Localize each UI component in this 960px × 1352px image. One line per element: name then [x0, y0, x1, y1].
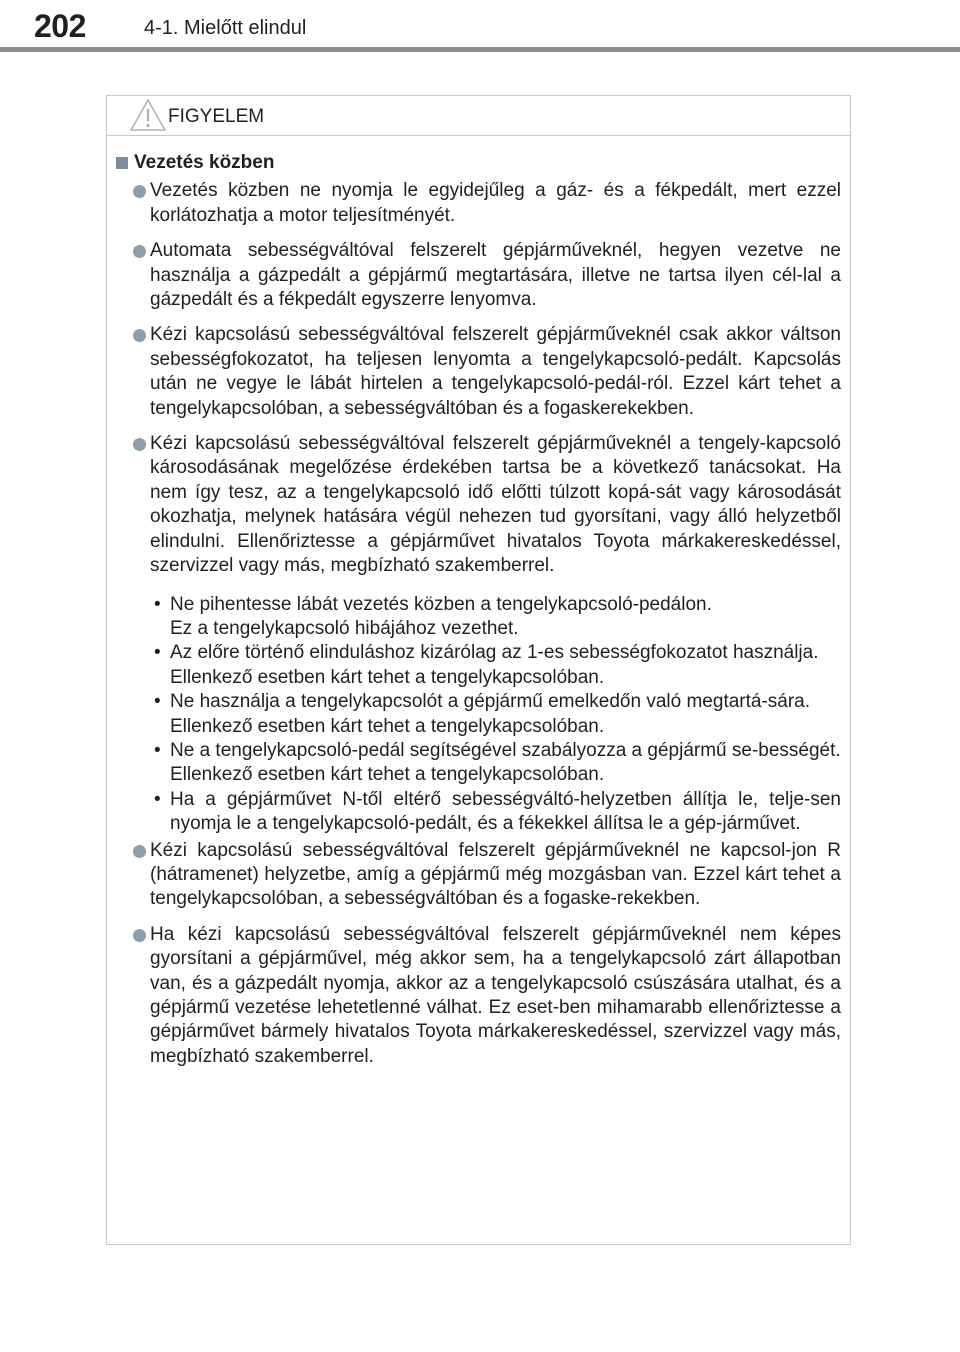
circle-bullet-icon [133, 245, 146, 258]
warning-header [107, 96, 850, 136]
circle-bullet-icon [133, 185, 146, 198]
bullet-item [115, 839, 841, 912]
sub-note: Ellenkező esetben kárt tehet a tengelykapcsolóban. [170, 764, 605, 786]
circle-bullet-icon [133, 845, 146, 858]
warning-content [115, 151, 841, 1080]
sub-item [150, 739, 841, 788]
section-title: 4-1. Mielőtt elindul [144, 17, 307, 39]
bullet-item [115, 179, 841, 228]
sub-note: Ez a tengelykapcsoló hibájához vezethet. [170, 617, 519, 639]
sub-text: Ne használja a tengelykapcsolót a gépjármű emelkedőn való megtartá-sára. [170, 691, 811, 713]
bullet-item [115, 323, 841, 421]
sub-text: Ha a gépjárművet N-től eltérő sebességváltó-helyzetben állítja le, telje-sen nyomja le a tengelykapcsoló-pedált, és a fékekkel állítsa le a gép-járművet. [170, 788, 841, 835]
sub-item [150, 690, 841, 739]
bullet-text: Kézi kapcsolású sebességváltóval felszerelt gépjárműveknél ne kapcsol-jon R (hátramenet) helyzetbe, amíg a gépjármű még mozgásban van. Ezzel kárt tehet a tengelykapcsolóban, a sebességváltóban és a fogaske-rekekben. [150, 839, 841, 910]
warning-box [106, 95, 851, 1245]
sub-marker: • [154, 642, 161, 664]
sub-note: Ellenkező esetben kárt tehet a tengelykapcsolóban. [170, 715, 605, 737]
sub-list [115, 593, 841, 837]
bullet-item [115, 432, 841, 578]
circle-bullet-icon [133, 329, 146, 342]
sub-text: Ne a tengelykapcsoló-pedál segítségével szabályozza a gépjármű se-bességét. [170, 739, 841, 761]
sub-marker: • [154, 739, 161, 761]
bullet-text: Ha kézi kapcsolású sebességváltóval felszerelt gépjárműveknél nem képes gyorsítani a gépjárművel, még akkor sem, ha a tengelykapcsoló zárt állapotban van, és a gázpedált nyomja, akkor az a tengelykapcsoló csúszására utalhat, és a gépjármű vezetése lehetetlenné válhat. Ez eset-ben mihamarabb ellenőriztesse a gépjárművet bármely hivatalos Toyota márkakereskedéssel, szervizzel vagy más, megbízható szakemberrel. [150, 923, 841, 1067]
bullet-text: Vezetés közben ne nyomja le egyidejűleg a gáz- és a fékpedált, mert ezzel korlátozhatja a motor teljesítményét. [150, 180, 841, 226]
warning-title: FIGYELEM [168, 106, 265, 127]
sub-text: Ne pihentesse lábát vezetés közben a tengelykapcsoló-pedálon. [170, 593, 712, 615]
bullet-item [115, 923, 841, 1069]
bullet-text: Kézi kapcsolású sebességváltóval felszerelt gépjárműveknél a tengely-kapcsoló károsodásának megelőzése érdekében tartsa be a következő tanácsokat. Ha nem így tesz, az a tengelykapcsoló idő előtti túlzott kopá-sát vagy károsodását okozhatja, melynek hatására végül nehezen tud gyorsítani, vagy álló helyzetből elindulni. Ellenőriztesse a gépjárművet hivatalos Toyota márkakereskedéssel, szervizzel vagy más, megbízható szakemberrel. [150, 433, 841, 577]
bullet-item [115, 239, 841, 312]
sub-marker: • [154, 593, 161, 615]
page-number: 202 [34, 8, 86, 44]
circle-bullet-icon [133, 438, 146, 451]
bullet-text: Automata sebességváltóval felszerelt gépjárműveknél, hegyen vezetve ne használja a gázpedált a gépjármű megtartására, illetve ne tartsa ilyen cél-lal a gázpedált és a fékpedált egyszerre lenyomva. [150, 240, 841, 311]
sub-item [150, 788, 841, 837]
sub-marker: • [154, 788, 161, 810]
heading-text: Vezetés közben [134, 152, 275, 173]
square-bullet-icon [116, 157, 128, 169]
sub-item [150, 641, 841, 690]
sub-note: Ellenkező esetben kárt tehet a tengelykapcsolóban. [170, 666, 605, 688]
circle-bullet-icon [133, 929, 146, 942]
sub-marker: • [154, 691, 161, 713]
sub-text: Az előre történő elinduláshoz kizárólag az 1-es sebességfokozatot használja. [170, 642, 819, 664]
sub-item [150, 593, 841, 642]
header-rule [0, 47, 960, 52]
section-heading [115, 151, 841, 175]
bullet-text: Kézi kapcsolású sebességváltóval felszerelt gépjárműveknél csak akkor váltson sebességfokozatot, ha teljesen lenyomta a tengelykapcsoló-pedált. Kapcsolás után ne vegye le lábát hirtelen a tengelykapcsoló-pedál-ról. Ezzel kárt tehet a tengelykapcsolóban, a sebességváltóban és a fogaskerekekben. [150, 324, 841, 419]
warning-triangle-icon [129, 98, 167, 132]
